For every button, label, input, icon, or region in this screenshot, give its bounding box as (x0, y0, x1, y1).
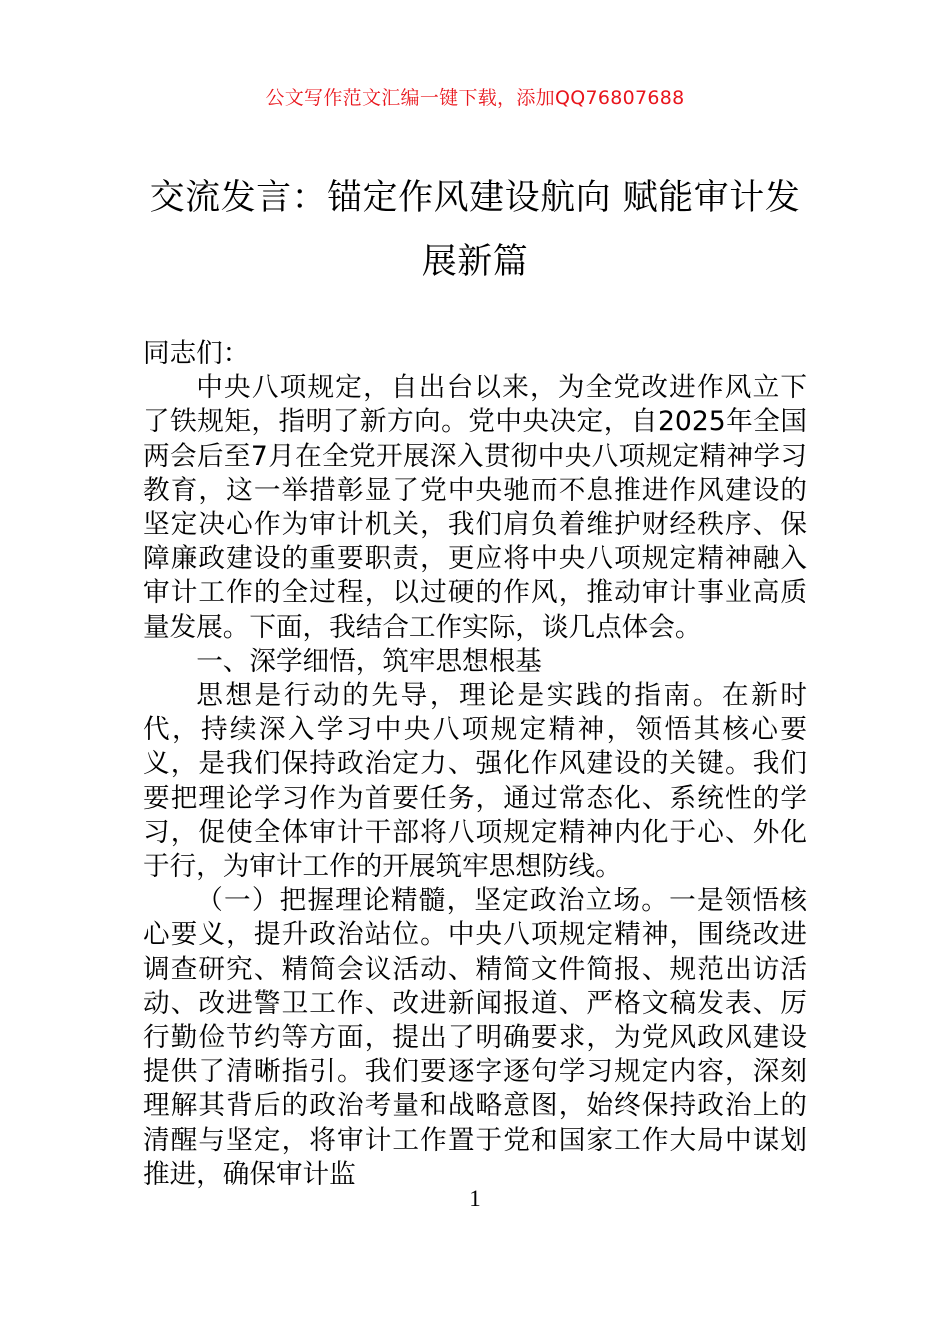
salutation: 同志们： (143, 338, 250, 369)
paragraph-section-1: 思想是行动的先导，理论是实践的指南。在新时代，持续深入学习中央八项规定精神，领悟其核心要义，是我们保持政治定力、强化作风建设的关键。我们要把理论学习作为首要任务，通过常态化、系统性的学习，促使全体审计干部将八项规定精神内化于心、外化于行，为审计工作的开展筑牢思想防线。 (143, 680, 807, 883)
document-title: 交流发言：锚定作风建设航向 赋能审计发展新篇 (149, 178, 801, 282)
document-body (143, 337, 807, 1192)
paragraph-subsection-1: （一）把握理论精髓，坚定政治立场。一是领悟核心要义，提升政治站位。中央八项规定精神，围绕改进调查研究、精简会议活动、精简文件简报、规范出访活动、改进警卫工作、改进新闻报道、严格文稿发表、厉行勤俭节约等方面，提出了明确要求，为党风政风建设提供了清晰指引。我们要逐字逐句学习规定内容，深刻理解其背后的政治考量和战略意图，始终保持政治上的清醒与坚定，将审计工作置于党和国家工作大局中谋划推进，确保审计监 (143, 885, 807, 1190)
paragraph-intro: 中央八项规定，自出台以来，为全党改进作风立下了铁规矩，指明了新方向。党中央决定，自2025年全国两会后至7月在全党开展深入贯彻中央八项规定精神学习教育，这一举措彰显了党中央驰而不息推进作风建设的坚定决心作为审计机关，我们肩负着维护财经秩序、保障廉政建设的重要职责，更应将中央八项规定精神融入审计工作的全过程，以过硬的作风，推动审计事业高质量发展。下面，我结合工作实际，谈几点体会。 (143, 372, 807, 643)
page-number: 1 (469, 1186, 481, 1211)
section-heading-1: 一、深学细悟，筑牢思想根基 (196, 645, 542, 677)
download-banner: 公文写作范文汇编一键下载，添加QQ76807688 (265, 87, 685, 109)
